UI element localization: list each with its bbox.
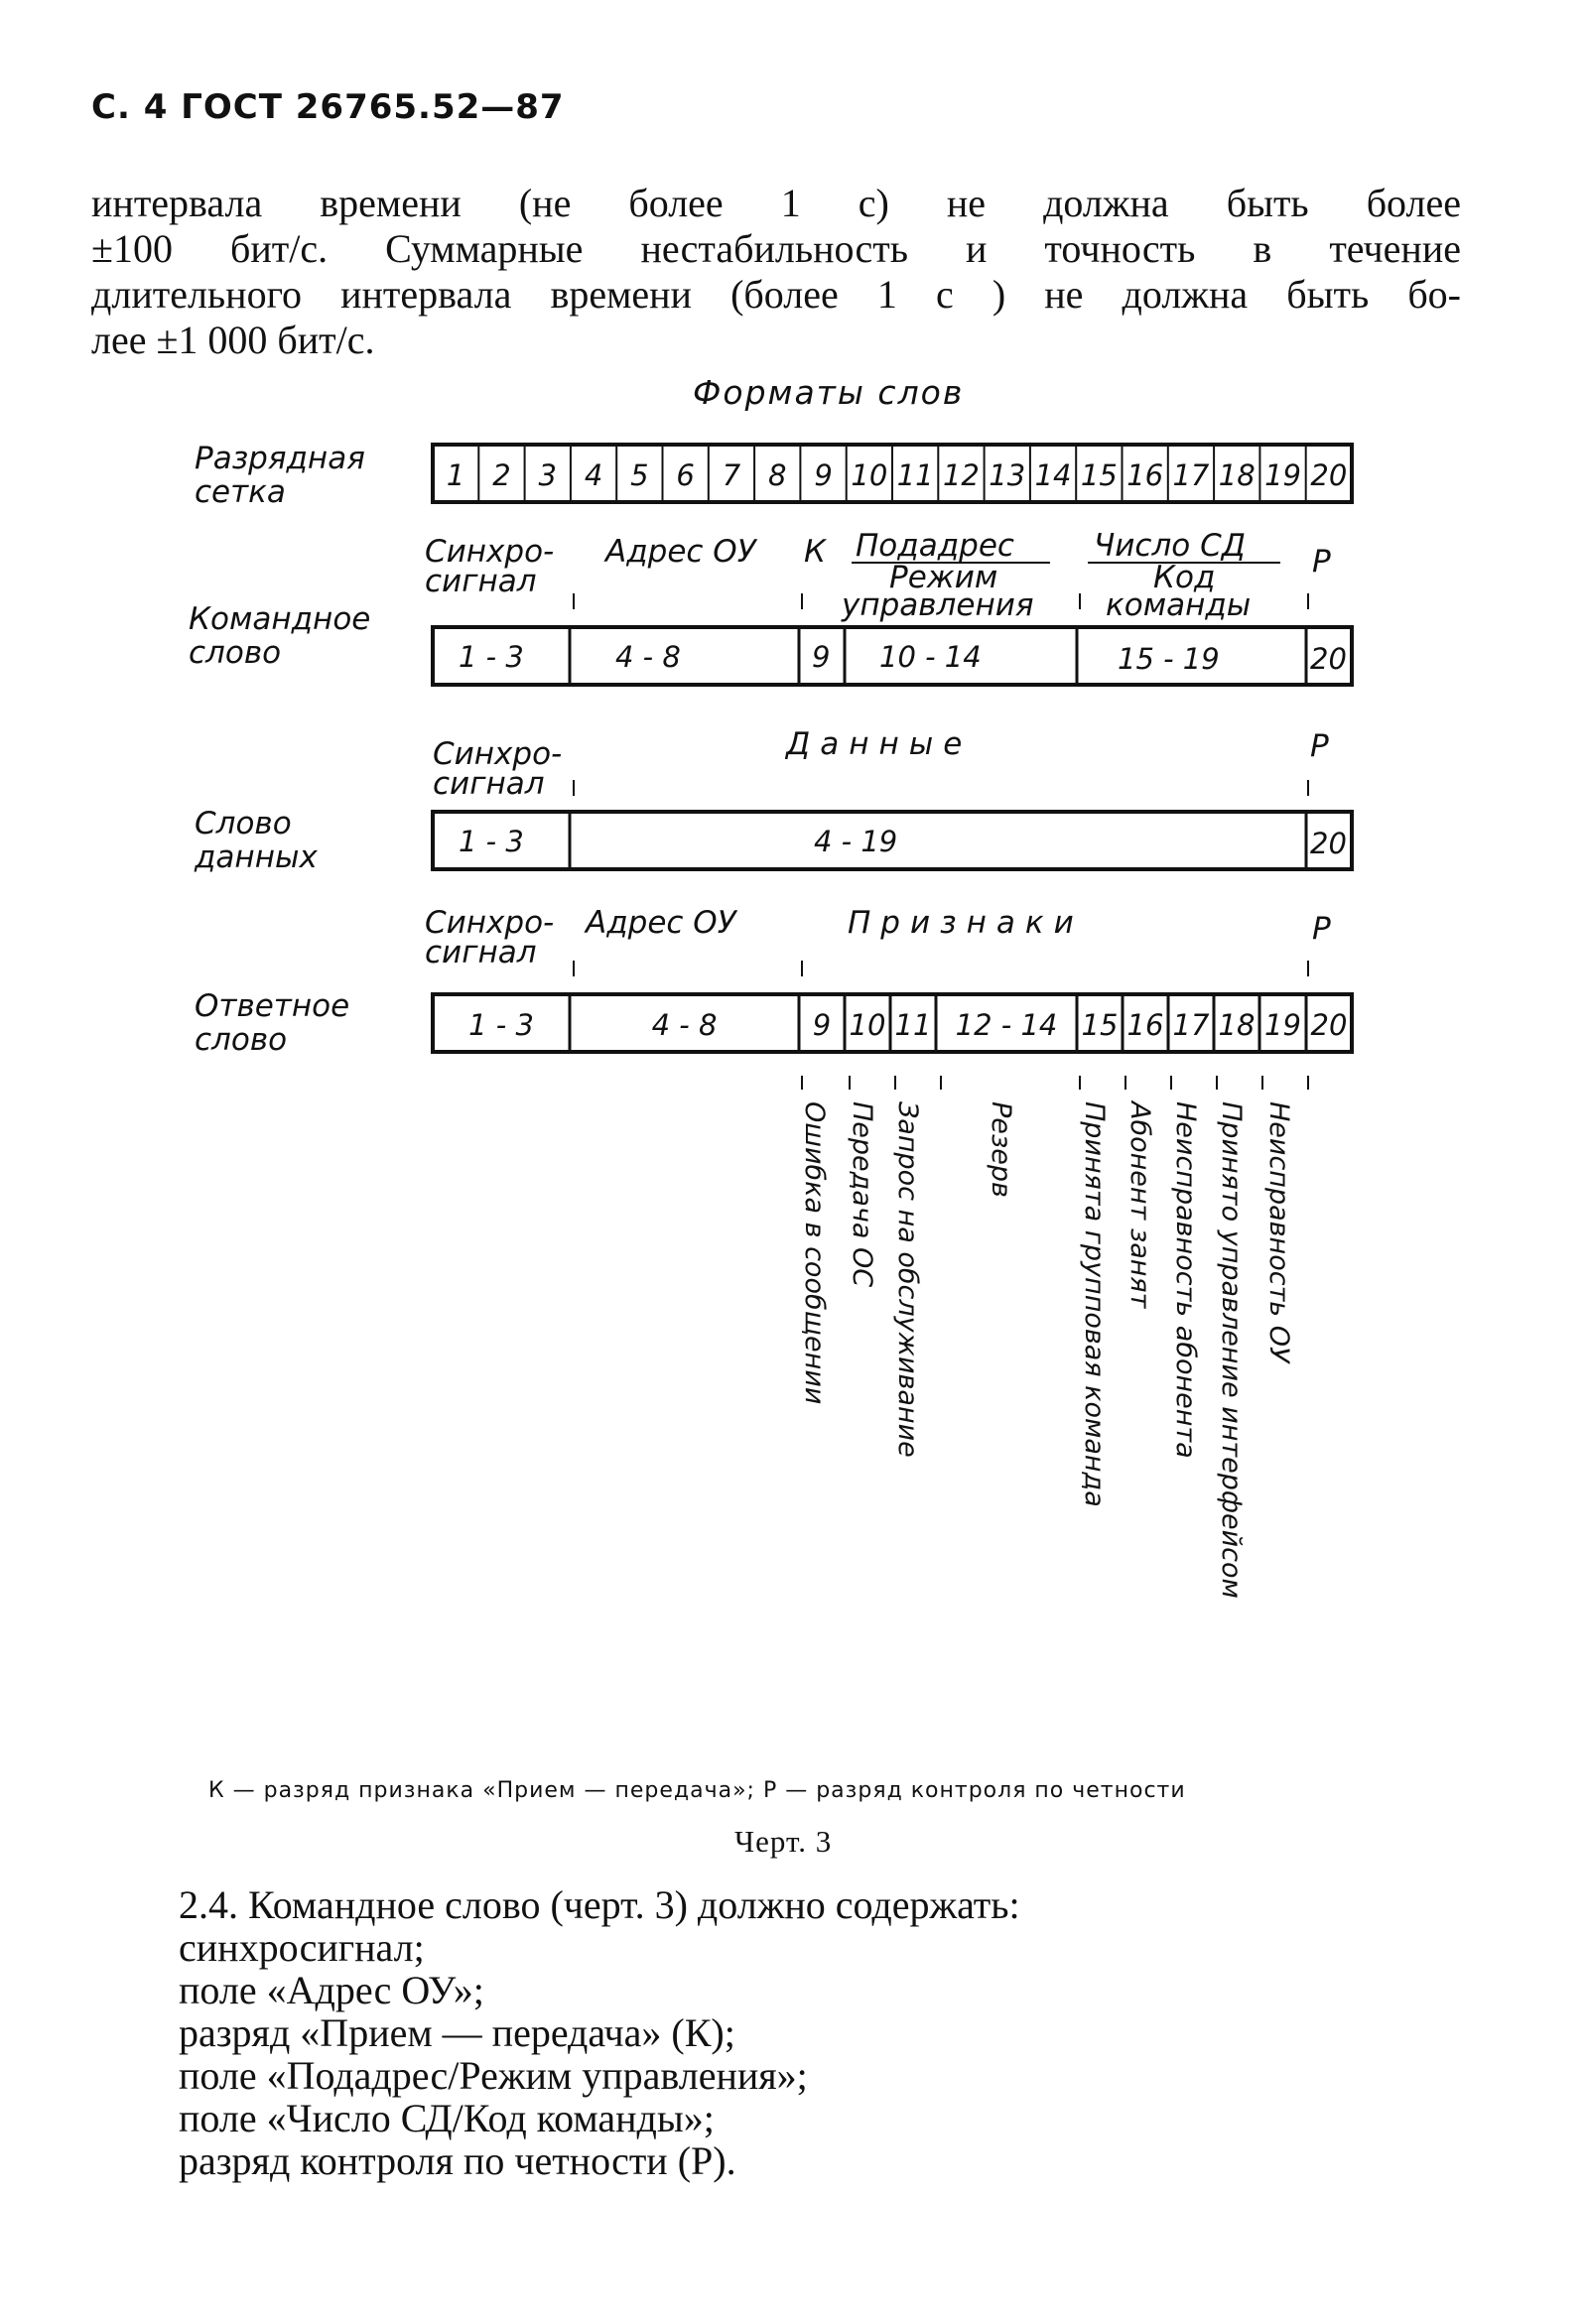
bit-number: 18 [1218, 458, 1256, 492]
command-cell-k: 9 [812, 640, 831, 674]
bit-grid-label: Разрядная [195, 441, 365, 476]
intro-line: интервала времени (не более 1 с) не должна быть более [91, 181, 1461, 225]
data-cell-p: 20 [1310, 827, 1347, 860]
command-count-label: Число СД [1094, 528, 1246, 564]
flag-label: Ошибка в сообщении [799, 1101, 830, 1405]
data-cell-data: 4 - 19 [814, 825, 898, 858]
flag-label: Резерв [986, 1101, 1016, 1198]
command-word-label: Командное [189, 601, 371, 637]
section-item: синхросигнал; [179, 1925, 425, 1970]
bit-number: 10 [851, 458, 888, 492]
command-cell-subaddress: 10 - 14 [879, 640, 982, 674]
command-code-label: Код [1153, 560, 1216, 595]
response-word-label: слово [195, 1022, 288, 1058]
bit-number: 8 [768, 458, 787, 492]
bit-number: 7 [722, 458, 741, 492]
response-cell: 19 [1264, 1008, 1301, 1042]
response-cell: 9 [812, 1008, 832, 1042]
data-word-label: Слово [195, 806, 292, 841]
response-cell: 4 - 8 [651, 1008, 718, 1042]
bit-number: 14 [1034, 458, 1072, 492]
response-cell: 1 - 3 [468, 1008, 534, 1042]
bit-grid-label: сетка [195, 474, 286, 510]
intro-line: длительного интервала времени (более 1 с ) не должна быть бо- [91, 272, 1461, 317]
bit-number: 12 [942, 458, 980, 492]
flag-label: Неисправность абонента [1170, 1101, 1201, 1459]
intro-line: ±100 бит/с. Суммарные нестабильность и точность в течение [91, 226, 1461, 271]
bit-number: 2 [492, 458, 511, 492]
command-cell-sync: 1 - 3 [459, 640, 524, 674]
data-p-label: Р [1310, 728, 1329, 764]
flag-label: Абонент занят [1125, 1101, 1155, 1309]
bit-number: 20 [1310, 458, 1348, 492]
diagram-title: Форматы слов [693, 373, 965, 412]
section-item: поле «Подадрес/Режим управления»; [179, 2053, 808, 2098]
response-cell: 18 [1218, 1008, 1256, 1042]
command-mode-label: управления [842, 587, 1034, 623]
bit-number: 16 [1126, 458, 1164, 492]
intro-line: лее ±1 000 бит/с. [91, 318, 375, 362]
response-flags-label: Признаки [848, 905, 1084, 941]
bit-number: 9 [814, 458, 833, 492]
response-sync-label: сигнал [425, 935, 537, 970]
section-2-4 [179, 1883, 1020, 2182]
flag-label: Принято управление интерфейсом [1216, 1101, 1247, 1599]
bit-number: 19 [1264, 458, 1302, 492]
data-word-label: данных [195, 839, 318, 875]
bit-number: 17 [1172, 458, 1210, 492]
bit-number: 6 [676, 458, 695, 492]
command-p-label: Р [1312, 544, 1331, 580]
response-cell: 12 - 14 [955, 1008, 1058, 1042]
flag-label: Запрос на обслуживание [892, 1101, 923, 1458]
command-k-label: К [804, 534, 827, 570]
response-word-label: Ответное [195, 988, 350, 1024]
bit-number: 13 [989, 458, 1026, 492]
figure-label: Черт. 3 [734, 1824, 833, 1859]
data-field-label: Данные [786, 726, 973, 762]
command-subaddress-label: Подадрес [856, 528, 1014, 564]
flag-label: Передача ОС [847, 1101, 877, 1288]
response-p-label: Р [1312, 911, 1331, 947]
section-heading: 2.4. Командное слово (черт. 3) должно содержать: [179, 1882, 1020, 1927]
response-cell: 16 [1126, 1008, 1164, 1042]
bit-number: 11 [896, 458, 934, 492]
section-item: разряд контроля по четности (Р). [179, 2138, 736, 2183]
data-sync-label: сигнал [433, 766, 545, 802]
bit-number: 5 [630, 458, 649, 492]
command-cell-address: 4 - 8 [615, 640, 681, 674]
command-cell-p: 20 [1310, 642, 1347, 676]
command-sync-label: сигнал [425, 564, 537, 599]
command-code-label: команды [1106, 587, 1252, 623]
response-sync-label: Синхро- [425, 905, 555, 941]
response-cell: 11 [894, 1008, 932, 1042]
figure-caption: К — разряд признака «Прием — передача»; Р — разряд контроля по четности [208, 1778, 1186, 1803]
data-cell-sync: 1 - 3 [459, 825, 524, 858]
command-sync-label: Синхро- [425, 534, 555, 570]
page-header: С. 4 ГОСТ 26765.52—87 [91, 87, 565, 127]
flag-label: Неисправность ОУ [1263, 1101, 1294, 1363]
command-address-label: Адрес ОУ [605, 534, 756, 570]
bit-number: 3 [538, 458, 557, 492]
bit-number: 1 [446, 458, 465, 492]
response-cell: 10 [849, 1008, 886, 1042]
bit-number: 4 [584, 458, 603, 492]
command-word-label: слово [189, 635, 282, 671]
section-item: разряд «Прием — передача» (К); [179, 2010, 735, 2055]
section-item: поле «Число СД/Код команды»; [179, 2096, 715, 2140]
response-cell: 20 [1310, 1008, 1348, 1042]
command-cell-count: 15 - 19 [1118, 642, 1220, 676]
bit-number: 15 [1080, 458, 1118, 492]
response-cell: 15 [1081, 1008, 1119, 1042]
data-sync-label: Синхро- [433, 736, 563, 772]
response-address-label: Адрес ОУ [586, 905, 736, 941]
flag-label: Принята групповая команда [1079, 1101, 1110, 1507]
section-item: поле «Адрес ОУ»; [179, 1968, 484, 2012]
command-mode-label: Режим [889, 560, 998, 595]
response-cell: 17 [1172, 1008, 1210, 1042]
